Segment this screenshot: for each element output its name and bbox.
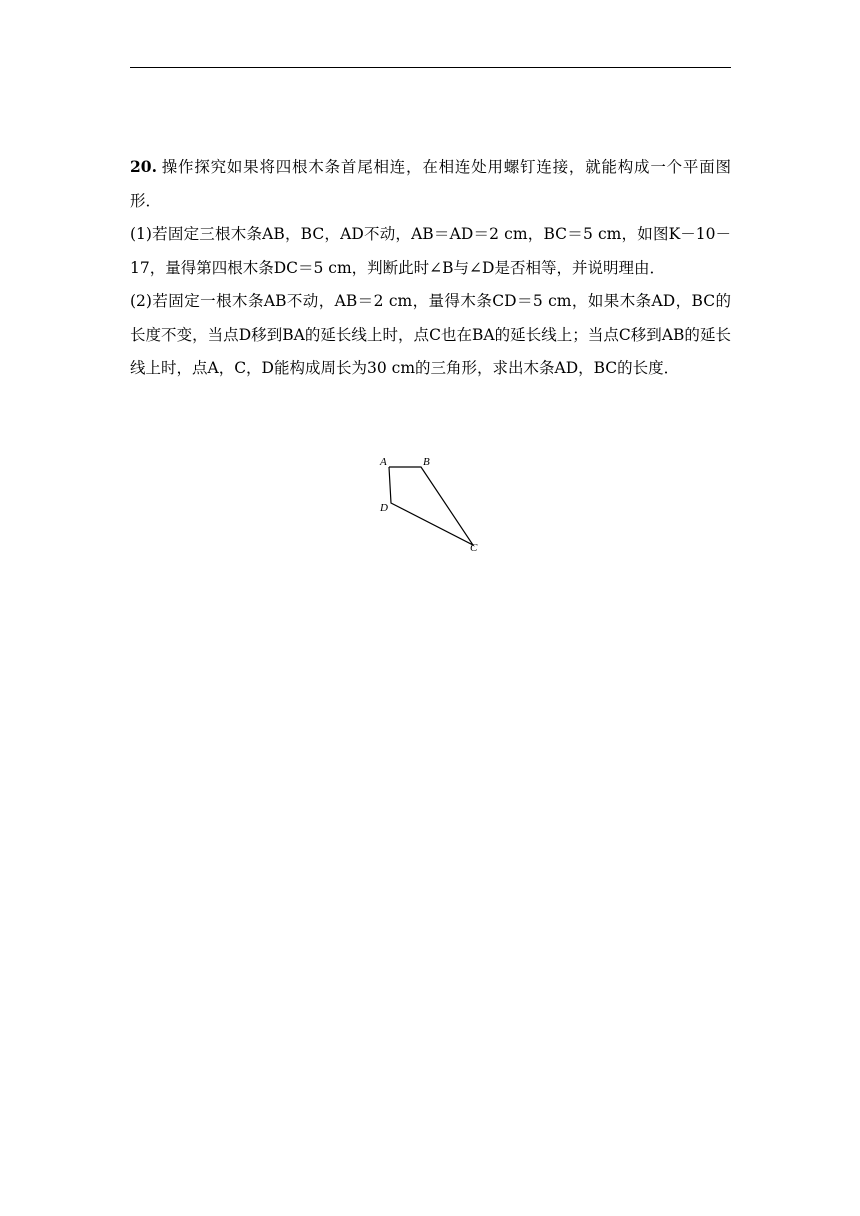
- vertex-label-a: A: [380, 456, 387, 468]
- vertex-label-b: B: [423, 456, 430, 468]
- question-intro-text: 操作探究如果将四根木条首尾相连，在相连处用螺钉连接，就能构成一个平面图形．: [130, 158, 731, 210]
- question-intro: [130, 150, 731, 218]
- header-rule: [130, 67, 731, 68]
- quadrilateral-outline: [389, 467, 473, 545]
- quadrilateral-diagram: [370, 448, 490, 558]
- question-block: [130, 150, 731, 386]
- question-part-2: (2)若固定一根木条AB不动，AB＝2 cm，量得木条CD＝5 cm，如果木条AD，BC的长度不变，当点D移到BA的延长线上时，点C也在BA的延长线上；当点C移到AB的延长线上时，点A，C，D能构成周长为30 cm的三角形，求出木条AD，BC的长度．: [130, 292, 731, 377]
- question-number: 20.: [130, 157, 157, 176]
- vertex-label-c: C: [470, 542, 478, 554]
- quadrilateral-figure: [370, 448, 490, 558]
- question-part-1: (1)若固定三根木条AB，BC，AD不动，AB＝AD＝2 cm，BC＝5 cm，如图K－10－17，量得第四根木条DC＝5 cm，判断此时∠B与∠D是否相等，并说明理由．: [130, 225, 731, 277]
- vertex-label-d: D: [380, 502, 388, 514]
